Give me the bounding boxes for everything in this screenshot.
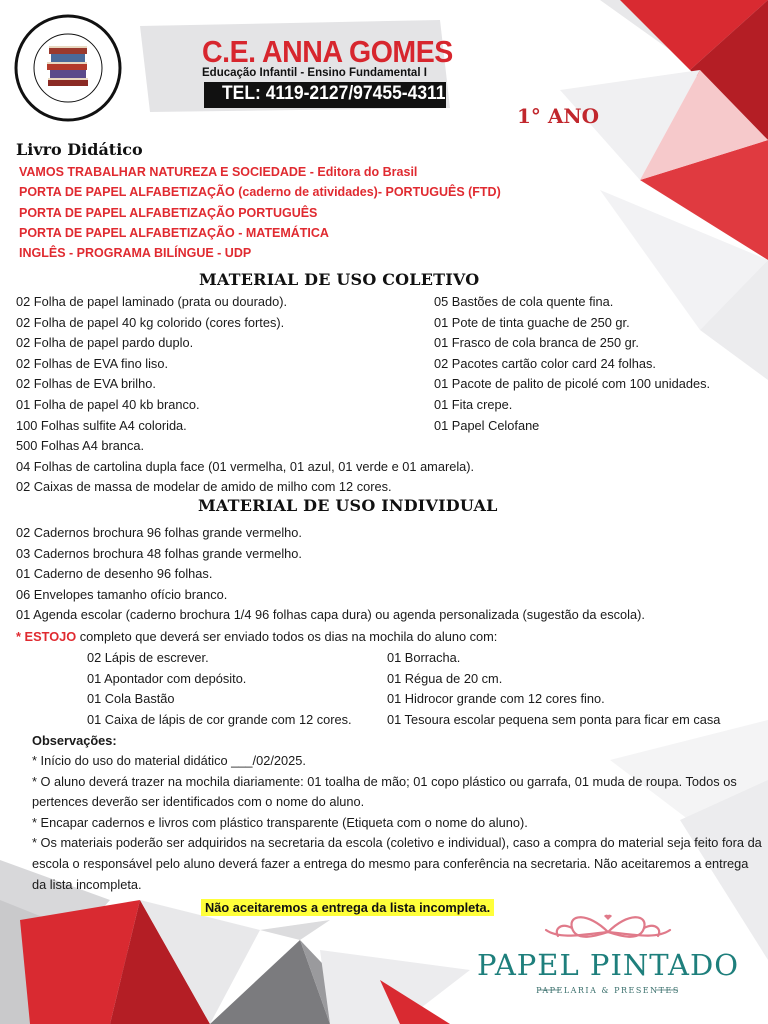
book-item: PORTA DE PAPEL ALFABETIZAÇÃO (caderno de atividades)- PORTUGUÊS (FTD) xyxy=(19,185,501,200)
list-item: 01 Apontador com depósito. xyxy=(87,670,247,686)
list-item: 01 Tesoura escolar pequena sem ponta para ficar em casa xyxy=(387,711,721,727)
list-item: 01 Régua de 20 cm. xyxy=(387,670,503,686)
list-item: 01 Cola Bastão xyxy=(87,691,175,707)
collective-title: MATERIAL DE USO COLETIVO xyxy=(199,270,480,289)
school-name: C.E. ANNA GOMES xyxy=(202,34,453,69)
individual-title: MATERIAL DE USO INDIVIDUAL xyxy=(198,496,498,515)
list-item: 02 Cadernos brochura 96 folhas grande vermelho. xyxy=(16,525,302,540)
list-item: 02 Folhas de EVA fino liso. xyxy=(16,355,168,371)
list-item: 100 Folhas sulfite A4 colorida. xyxy=(16,417,187,433)
list-item: 02 Folhas de EVA brilho. xyxy=(16,376,156,392)
collective-list-left xyxy=(16,292,474,498)
book-item: PORTA DE PAPEL ALFABETIZAÇÃO - MATEMÁTICA xyxy=(19,225,329,240)
school-phone: TEL: 4119-2127/97455-4311 xyxy=(222,83,446,104)
estojo-list-left xyxy=(87,648,352,730)
observation-item: * Encapar cadernos e livros com plástico transparente (Etiqueta com o nome do aluno). xyxy=(32,814,528,830)
observation-item: * Início do uso do material didático ___/02/2025. xyxy=(32,753,306,768)
list-item: 05 Bastões de cola quente fina. xyxy=(434,294,614,309)
grade-label: 1° ANO xyxy=(517,104,600,128)
list-item: 01 Caderno de desenho 96 folhas. xyxy=(16,566,213,582)
list-item: 06 Envelopes tamanho ofício branco. xyxy=(16,586,228,602)
individual-list xyxy=(16,523,645,626)
book-item: PORTA DE PAPEL ALFABETIZAÇÃO PORTUGUÊS xyxy=(19,205,318,220)
observation-item: * Os materiais poderão ser adquiridos na secretaria da escola (coletivo e individual), caso a compra do material seja feito fora da escola o responsável pelo aluno deverá fazer a entrega do mesmo para conferência na secretaria. Não aceitaremos a entrega da lista incompleta. xyxy=(32,835,762,892)
list-item: 01 Pacote de palito de picolé com 100 unidades. xyxy=(434,376,711,392)
observation-item: * O aluno deverá trazer na mochila diariamente: 01 toalha de mão; 01 copo plástico ou garrafa, 01 muda de roupa. Todos os pertences deverão ser identificados com o nome do aluno. xyxy=(32,773,737,810)
collective-list-right xyxy=(434,292,710,436)
list-item: 04 Folhas de cartolina dupla face (01 vermelha, 01 azul, 01 verde e 01 amarela). xyxy=(16,458,475,474)
list-item: 01 Papel Celofane xyxy=(434,417,540,433)
estojo-list-right xyxy=(387,648,720,730)
warning-highlight: Não aceitaremos a entrega da lista incompleta. xyxy=(201,899,494,916)
list-item: 01 Frasco de cola branca de 250 gr. xyxy=(434,335,639,351)
list-item: 01 Folha de papel 40 kb branco. xyxy=(16,396,200,412)
list-item: 03 Cadernos brochura 48 folhas grande vermelho. xyxy=(16,545,302,561)
sponsor-tagline: PAPELARIA & PRESENTES xyxy=(536,986,680,995)
list-item: 01 Pote de tinta guache de 250 gr. xyxy=(434,314,630,330)
book-item: VAMOS TRABALHAR NATUREZA E SOCIEDADE - Editora do Brasil xyxy=(19,165,418,179)
book-item: INGLÊS - PROGRAMA BILÍNGUE - UDP xyxy=(19,246,252,261)
estojo-marker: * ESTOJO xyxy=(16,629,77,644)
list-item: 02 Folha de papel laminado (prata ou dourado). xyxy=(16,294,288,309)
list-item: 01 Borracha. xyxy=(387,650,461,665)
list-item: 500 Folhas A4 branca. xyxy=(16,438,145,454)
list-item: 01 Hidrocor grande com 12 cores fino. xyxy=(387,691,605,707)
list-item: 02 Folha de papel 40 kg colorido (cores fortes). xyxy=(16,314,285,330)
estojo-text: completo que deverá ser enviado todos os dias na mochila do aluno com: xyxy=(76,629,498,644)
school-seal-logo xyxy=(14,14,122,122)
list-item: 02 Folha de papel pardo duplo. xyxy=(16,335,194,351)
books-list xyxy=(19,162,501,263)
list-item: 01 Agenda escolar (caderno brochura 1/4 96 folhas capa dura) ou agenda personalizada (sugestão da escola). xyxy=(16,607,645,623)
list-item: 01 Caixa de lápis de cor grande com 12 cores. xyxy=(87,711,352,727)
sponsor-name: PAPEL PINTADO xyxy=(476,948,740,982)
school-subtitle: Educação Infantil - Ensino Fundamental I xyxy=(202,67,427,79)
observations-list xyxy=(32,751,762,895)
estojo-line xyxy=(16,627,497,647)
list-item: 02 Pacotes cartão color card 24 folhas. xyxy=(434,355,656,371)
books-title: Livro Didático xyxy=(16,140,143,159)
observations-title: Observações: xyxy=(32,733,117,748)
list-item: 02 Lápis de escrever. xyxy=(87,650,209,665)
list-item: 02 Caixas de massa de modelar de amido de milho com 12 cores. xyxy=(16,479,392,495)
list-item: 01 Fita crepe. xyxy=(434,396,513,412)
